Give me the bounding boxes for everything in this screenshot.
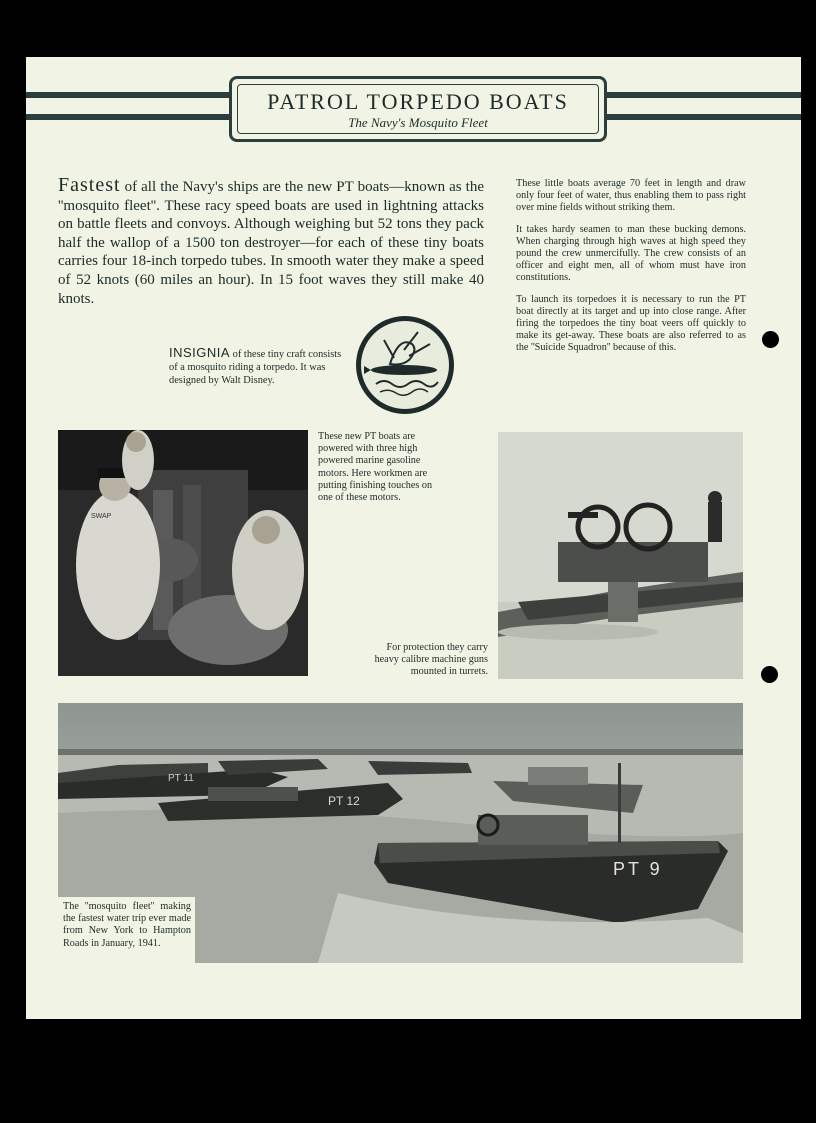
insignia-label: INSIGNIA (169, 345, 231, 360)
intro-text: of all the Navy's ships are the new PT boats—known as the ''mosquito fleet''. These racy speed boats are used in lightning attacks on battle fleets and convoys. Although weighing but 52 tons they pack half the wallop of a 1500 ton destroyer—for each of these tiny boats carries four 18-inch torpedo tubes. In smooth water they make a speed of 52 knots (60 miles an hour). In 15 foot waves they still make 40 knots. (58, 179, 484, 307)
right-column-text (516, 178, 746, 364)
engine-caption: These new PT boats are powered with three high powered marine gasoline motors. Here workmen are putting finishing touches on one of these motors. (318, 431, 433, 504)
fleet-caption: The ''mosquito fleet'' making the fastest water trip ever made from New York to Hampton Roads in January, 1941. (58, 897, 195, 963)
boat-label-pt12: PT 12 (328, 794, 360, 808)
header-rule-bottom-right (605, 114, 801, 120)
turret-guns-photo (498, 432, 743, 679)
right-paragraph-2: It takes hardy seamen to man these bucking demons. When charging through high waves at high speed they pound the crew unmercifully. The crew consists of an officer and eight men, all of whom must have iron constitutions. (516, 223, 746, 284)
header-rule-bottom-left (26, 114, 231, 120)
mosquito-insignia-icon (354, 314, 456, 416)
insignia-text: of these tiny craft consists of a mosquito riding a torpedo. It was designed by Walt Disney. (169, 349, 342, 386)
engine-workmen-photo (58, 430, 308, 676)
page-title: PATROL TORPEDO BOATS (267, 89, 569, 114)
boat-label-pt9: PT 9 (613, 859, 663, 879)
intro-paragraph (58, 176, 484, 308)
title-box (229, 76, 607, 142)
header-rule-top-right (605, 92, 801, 98)
intro-dropcap: Fastest (58, 174, 121, 196)
apron-label: SWAP (91, 513, 112, 520)
header-rule-top-left (26, 92, 231, 98)
turret-caption: For protection they carry heavy calibre machine guns mounted in turrets. (374, 642, 488, 678)
right-paragraph-1: These little boats average 70 feet in length and draw only four feet of water, thus enabling them to pass right over mine fields without striking them. (516, 178, 746, 214)
binder-hole-top (762, 331, 779, 348)
binder-hole-bottom (761, 666, 778, 683)
insignia-caption (169, 346, 349, 387)
right-paragraph-3: To launch its torpedoes it is necessary to run the PT boat directly at its target and up into close range. After firing the torpedoes the tiny boat veers off quickly to make its get-away. These boats are also referred to as the ''Suicide Squadron'' because of this. (516, 293, 746, 354)
boat-label-pt11: PT 11 (168, 773, 194, 784)
page-subtitle: The Navy's Mosquito Fleet (348, 115, 488, 130)
